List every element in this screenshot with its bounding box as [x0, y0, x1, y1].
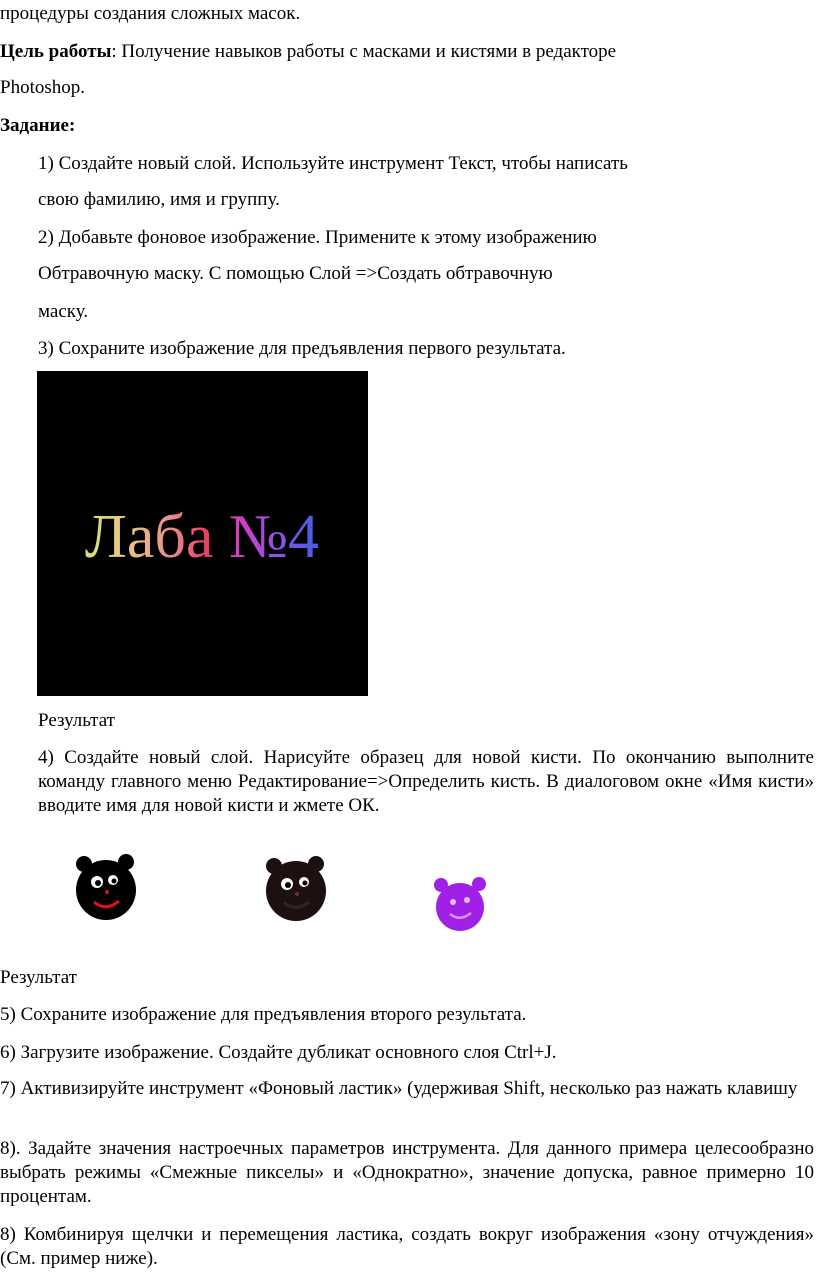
goal-text-continued: Photoshop. [0, 77, 85, 98]
step-7: 7) Активизируйте инструмент «Фоновый ластик» (удерживая Shift, несколько раз нажать клавишу [0, 1078, 798, 1099]
result-1-caption: Результат [38, 710, 115, 731]
goal-label: Цель работы [0, 41, 112, 62]
step-8-eraser: 8) Комбинируя щелчки и перемещения ластика, создать вокруг изображения «зону отчуждения» (См. пример ниже). [0, 1224, 814, 1269]
purple-bear-icon [432, 876, 488, 932]
step-1-line-1: 1) Создайте новый слой. Используйте инструмент Текст, чтобы написать [38, 153, 628, 174]
step-5: 5) Сохраните изображение для предъявления второго результата. [0, 1004, 527, 1025]
goal-text: : Получение навыков работы с масками и кистями в редакторе [111, 41, 617, 62]
step-3: 3) Сохраните изображение для предъявления первого результата. [38, 338, 566, 359]
step-1-line-2: свою фамилию, имя и группу. [38, 189, 280, 210]
step-2-line-3: маску. [38, 301, 89, 322]
lab-title-text: Лаба №4 [84, 503, 320, 571]
step-6: 6) Загрузите изображение. Создайте дубликат основного слоя Ctrl+J. [0, 1042, 557, 1063]
goal-paragraph [0, 40, 616, 64]
step-4: 4) Создайте новый слой. Нарисуйте образец для новой кисти. По окончанию выполните команду главного меню Редактирование=>Определить кисть. В диалоговом окне «Имя кисти» вводите имя для новой кисти и жмете ОК. [38, 747, 814, 816]
lab-result-image [37, 371, 368, 696]
result-2-caption: Результат [0, 967, 77, 988]
intro-line: процедуры создания сложных масок. [0, 3, 301, 24]
step-2-line-2: Обтравочную маску. С помощью Слой =>Создать обтравочную [38, 263, 553, 284]
step-8-settings: 8). Задайте значения настроечных параметров инструмента. Для данного примера целесообразно выбрать режимы «Смежные пикселы» и «Однократно», значение допуска, равное примерно 10 процентам. [0, 1138, 814, 1207]
black-bear-icon [74, 852, 138, 922]
step-2-line-1: 2) Добавьте фоновое изображение. Примените к этому изображению [38, 227, 597, 248]
task-label: Задание: [0, 115, 76, 136]
dark-bear-icon [264, 854, 328, 922]
